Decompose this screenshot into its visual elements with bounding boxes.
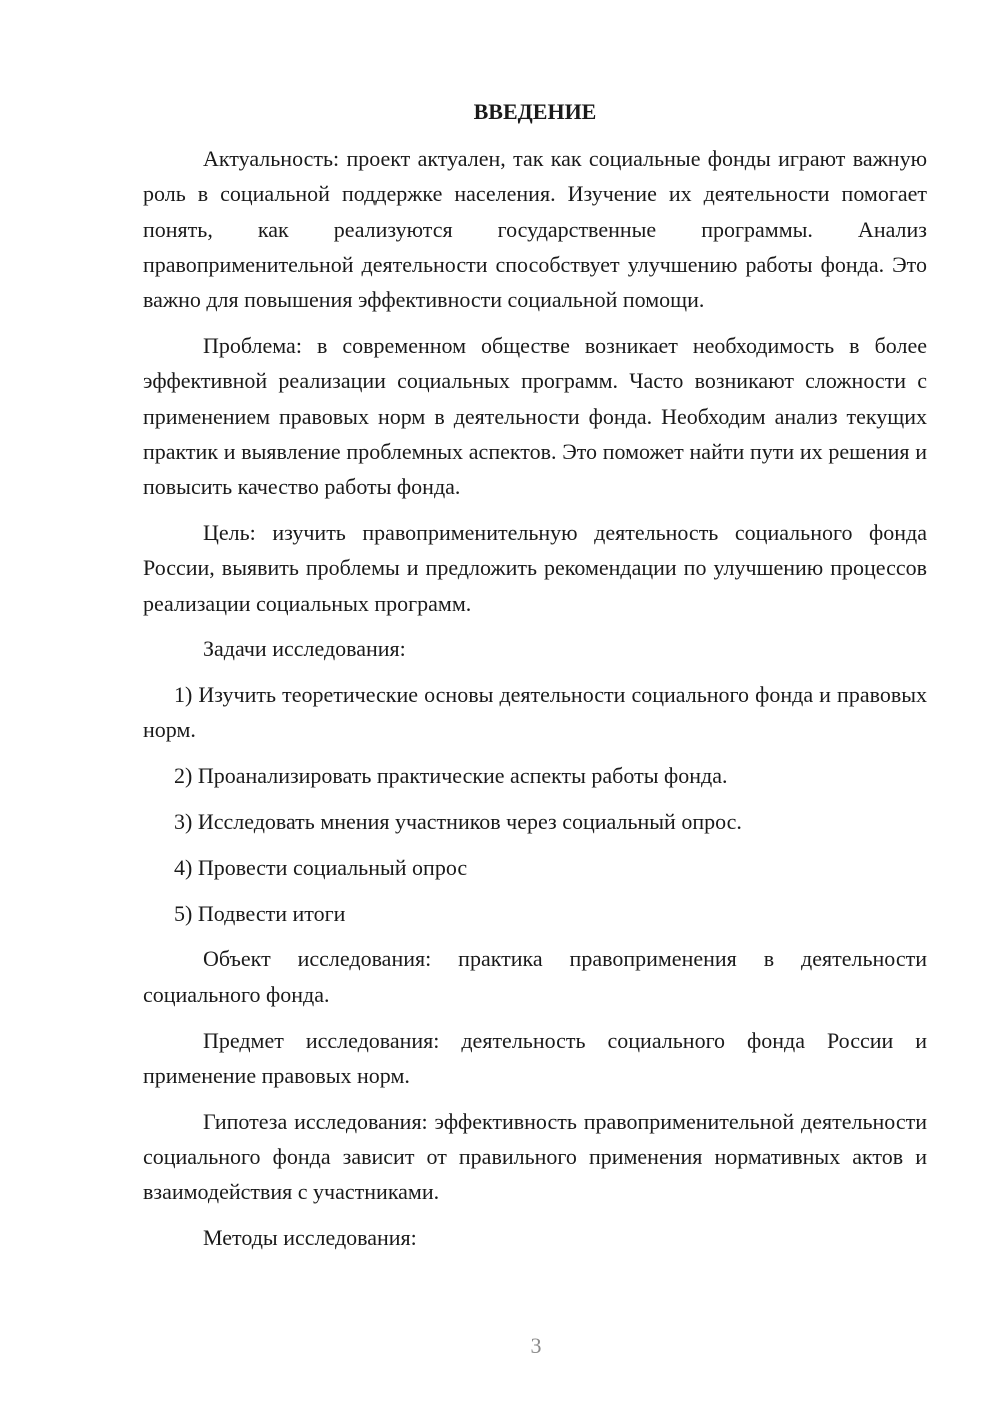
task-item-1: 1) Изучить теоретические основы деятельности социального фонда и правовых норм. (143, 682, 927, 743)
page-number: 3 (530, 1333, 542, 1358)
paragraph-hypothesis: Гипотеза исследования: эффективность правоприменительной деятельности социального фонда зависит от правильного применения нормативных актов и взаимодействия с участниками. (143, 1108, 927, 1205)
paragraph-object: Объект исследования: практика правоприменения в деятельности социального фонда. (143, 946, 927, 1007)
task-item-3: 3) Исследовать мнения участников через социальный опрос. (174, 809, 742, 835)
task-item-4: 4) Провести социальный опрос (174, 854, 468, 880)
paragraph-relevance: Актуальность: проект актуален, так как социальные фонды играют важную роль в социальной поддержке населения. Изучение их деятельности помогает понять, как реализуются государственные программы. Анализ правоприменительной деятельности способствует улучшению работы фонда. Это важно для повышения эффективности социальной помощи. (143, 146, 927, 313)
paragraph-goal: Цель: изучить правоприменительную деятельность социального фонда России, выявить проблемы и предложить рекомендации по улучшению процессов реализации социальных программ. (143, 519, 927, 616)
task-item-2: 2) Проанализировать практические аспекты работы фонда. (174, 763, 728, 789)
paragraph-problem: Проблема: в современном обществе возникает необходимость в более эффективной реализации социальных программ. Часто возникают сложности с применением правовых норм в деятельности фонда. Необходим анализ текущих практик и выявление проблемных аспектов. Это поможет найти пути их решения и повысить качество работы фонда. (143, 332, 927, 500)
paragraph-subject: Предмет исследования: деятельность социального фонда России и применение правовых норм. (143, 1027, 927, 1088)
methods-heading: Методы исследования: (203, 1225, 417, 1251)
document-page (143, 94, 927, 1266)
tasks-heading: Задачи исследования: (203, 636, 406, 662)
task-item-5: 5) Подвести итоги (174, 900, 346, 926)
page-title: ВВЕДЕНИЕ (473, 99, 597, 124)
